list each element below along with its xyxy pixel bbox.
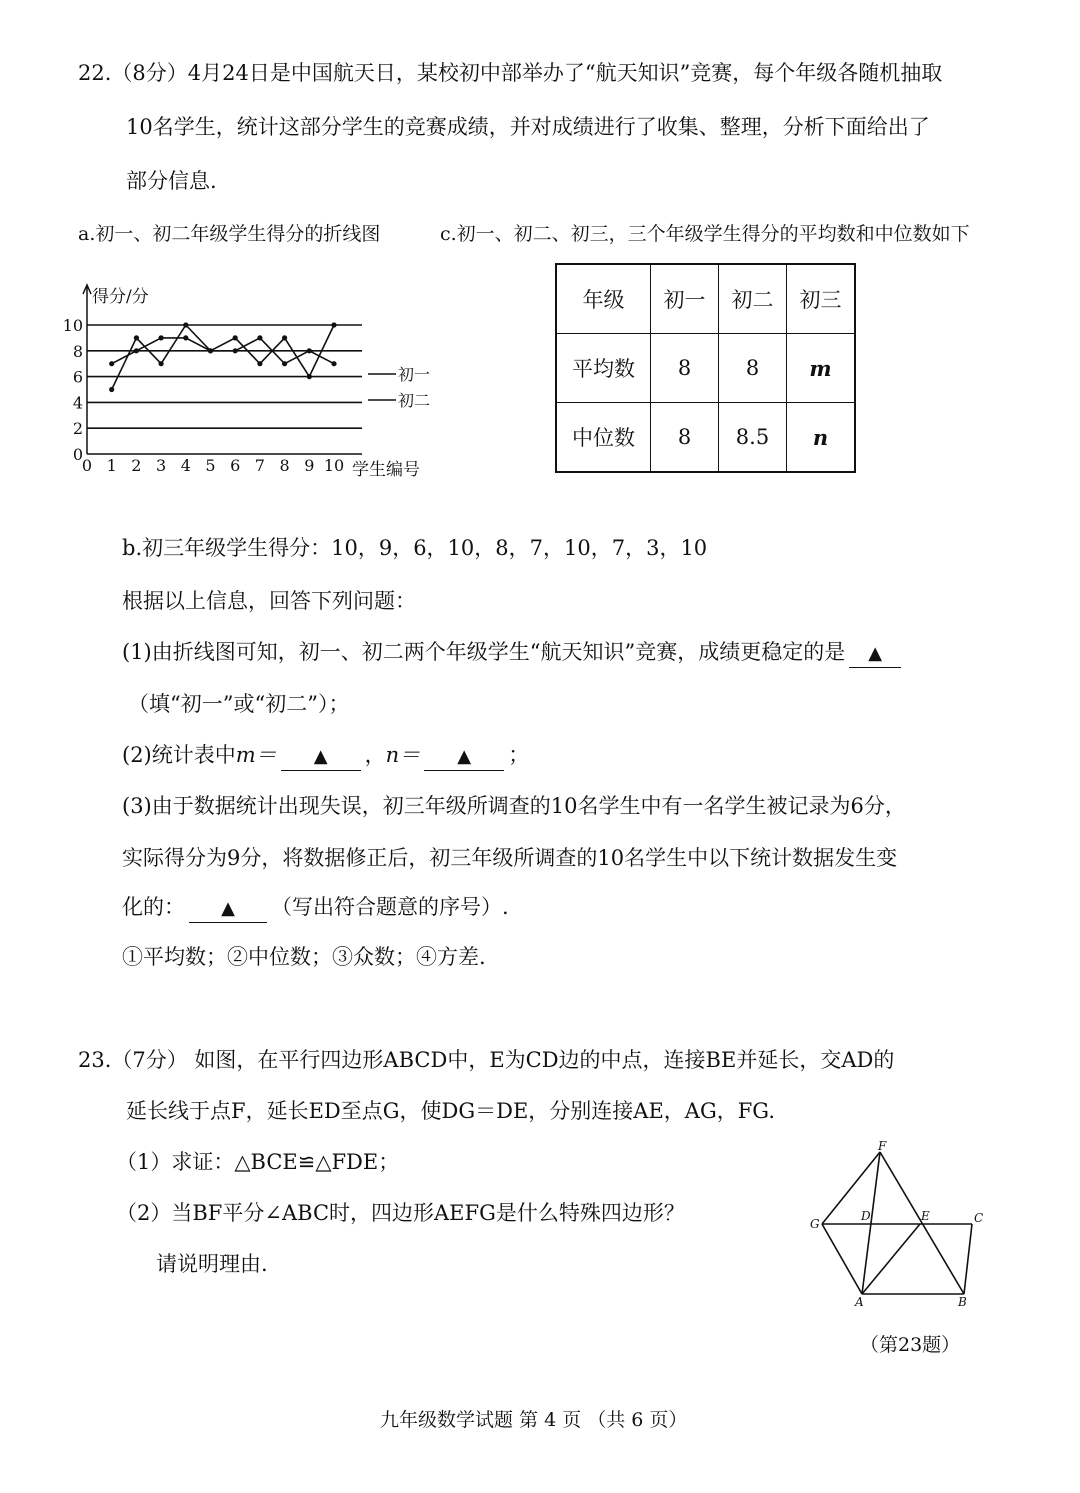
answer-blank-m[interactable] (281, 742, 361, 771)
table-cell: 8 (651, 334, 719, 403)
data-point (257, 361, 262, 366)
y-tick-label: 2 (72, 419, 83, 439)
q22-line3: 部分信息. (126, 169, 217, 193)
table-cell: 年级 (556, 264, 651, 334)
point-label-G: G (810, 1217, 820, 1231)
y-tick-label: 10 (62, 316, 83, 335)
q23-part2: （2）当BF平分∠ABC时，四边形AEFG是什么特殊四边形？ (116, 1201, 685, 1225)
q22-line2: 10名学生，统计这部分学生的竞赛成绩，并对成绩进行了收集、整理，分析下面给出了 (126, 115, 930, 139)
q22-intro: 根据以上信息，回答下列问题： (122, 589, 416, 613)
point-label-E: E (921, 1209, 930, 1223)
point-label-B: B (958, 1295, 967, 1309)
label-c: c.初一、初二、初三，三个年级学生得分的平均数和中位数如下 (440, 223, 970, 245)
triangle-icon: ▲ (221, 898, 235, 919)
data-point (331, 361, 336, 366)
chart-series (109, 322, 337, 392)
answer-blank-n[interactable] (424, 742, 504, 771)
data-point (307, 374, 312, 379)
legend-label: 初二 (398, 391, 431, 410)
q23-part1: （1）求证：△BCE≌△FDE； (116, 1150, 400, 1174)
q23-line1: 23.（7分） 如图，在平行四边形ABCD中，E为CD边的中点，连接BE并延长，交AD的 (78, 1048, 895, 1072)
triangle-icon: ▲ (868, 643, 883, 664)
triangle-icon: ▲ (457, 746, 472, 767)
label-a: a.初一、初二年级学生得分的折线图 (78, 223, 381, 245)
point-label-A: A (855, 1295, 864, 1309)
x-tick-label: 6 (230, 456, 241, 475)
data-point (183, 322, 188, 327)
table-row (556, 334, 855, 403)
table-cell: 初三 (787, 264, 856, 334)
table-cell: 8 (651, 403, 719, 473)
answer-blank-3[interactable] (189, 894, 267, 923)
x-tick-label: 3 (156, 456, 167, 475)
x-tick-label: 5 (205, 456, 216, 475)
q22-part3d-text: （写出符合题意的序号）. (271, 895, 509, 919)
x-tick-label: 2 (131, 456, 142, 475)
q23-part3: 请说明理由. (156, 1252, 268, 1276)
q22-part1-text: (1)由折线图可知，初一、初二两个年级学生“航天知识”竞赛，成绩更稳定的是 (122, 640, 846, 664)
q22-part1b: （填“初一”或“初二”）； (128, 692, 350, 716)
data-point (134, 335, 139, 340)
q22-part2 (122, 740, 529, 771)
q22-part3a: (3)由于数据统计出现失误，初三年级所调查的10名学生中有一名学生被记录为6分， (122, 794, 906, 818)
table-row (556, 403, 855, 473)
q22-part3c-text: 化的： (122, 895, 185, 919)
table-cell: 初一 (651, 264, 719, 334)
series-line-2 (112, 325, 334, 390)
x-tick-label: 0 (81, 456, 93, 475)
data-point (282, 361, 287, 366)
x-tick-label: 10 (323, 456, 345, 475)
q22-part2-text: (2)统计表中 (122, 743, 236, 767)
legend-label: 初一 (398, 365, 431, 384)
data-point (159, 335, 164, 340)
line-chart (60, 280, 530, 495)
q22-part2-comma: ， (364, 743, 386, 767)
answer-blank-1[interactable] (849, 639, 901, 668)
table-cell: 8.5 (719, 403, 787, 473)
y-tick-label: 6 (72, 367, 83, 387)
table-cell: n (787, 403, 856, 473)
data-point (109, 387, 114, 392)
q22-options: ①平均数；②中位数；③众数；④方差. (122, 945, 486, 969)
q22-part2-semicolon: ； (508, 743, 530, 767)
data-point (307, 348, 312, 353)
point-label-D: D (861, 1209, 871, 1223)
q22-line1: 22.（8分）4月24日是中国航天日，某校初中部举办了“航天知识”竞赛，每个年级各随机抽取 (78, 61, 943, 85)
table-cell: 初二 (719, 264, 787, 334)
chart-ticks (63, 316, 345, 475)
figure-caption: （第23题） (860, 1334, 961, 1356)
table-header-row (556, 264, 855, 334)
q22-part2-n: n＝ (385, 743, 421, 767)
stats-table (555, 263, 856, 473)
x-tick-label: 7 (254, 456, 265, 475)
table-cell: 8 (719, 334, 787, 403)
data-point (282, 335, 287, 340)
data-point (134, 348, 139, 353)
x-tick-label: 8 (279, 456, 290, 475)
triangle-icon: ▲ (313, 746, 328, 767)
q22-part3c (122, 892, 509, 923)
data-point (233, 348, 238, 353)
x-tick-label: 4 (180, 456, 191, 475)
data-point (257, 335, 262, 340)
y-tick-label: 0 (72, 445, 83, 464)
q23-line2: 延长线于点F，延长ED至点G，使DG＝DE，分别连接AE，AG，FG. (126, 1099, 775, 1123)
page-footer: 九年级数学试题 第 4 页 （共 6 页） (380, 1409, 688, 1431)
data-point (233, 335, 238, 340)
x-tick-label: 9 (304, 456, 315, 475)
q22-part1 (122, 637, 905, 668)
table-cell: 平均数 (556, 334, 651, 403)
point-label-C: C (974, 1211, 984, 1225)
geometry-figure (808, 1140, 998, 1310)
chart-grid (83, 285, 362, 454)
q22-part3b: 实际得分为9分，将数据修正后，初三年级所调查的10名学生中以下统计数据发生变 (122, 846, 898, 870)
q22-part2-m: m＝ (235, 743, 277, 767)
y-tick-label: 8 (72, 341, 83, 361)
x-axis-label: 学生编号 (352, 460, 420, 480)
data-point (331, 322, 336, 327)
y-axis-label: 得分/分 (92, 287, 149, 307)
x-tick-label: 1 (106, 456, 117, 475)
y-tick-label: 4 (72, 393, 83, 413)
point-label-F: F (878, 1140, 887, 1153)
data-point (183, 335, 188, 340)
table-cell: m (787, 334, 856, 403)
data-point (109, 361, 114, 366)
table-cell: 中位数 (556, 403, 651, 473)
label-b: b.初三年级学生得分：10，9，6，10，8，7，10，7，3，10 (122, 536, 708, 560)
data-point (159, 361, 164, 366)
chart-legend (368, 365, 430, 410)
data-point (208, 348, 213, 353)
